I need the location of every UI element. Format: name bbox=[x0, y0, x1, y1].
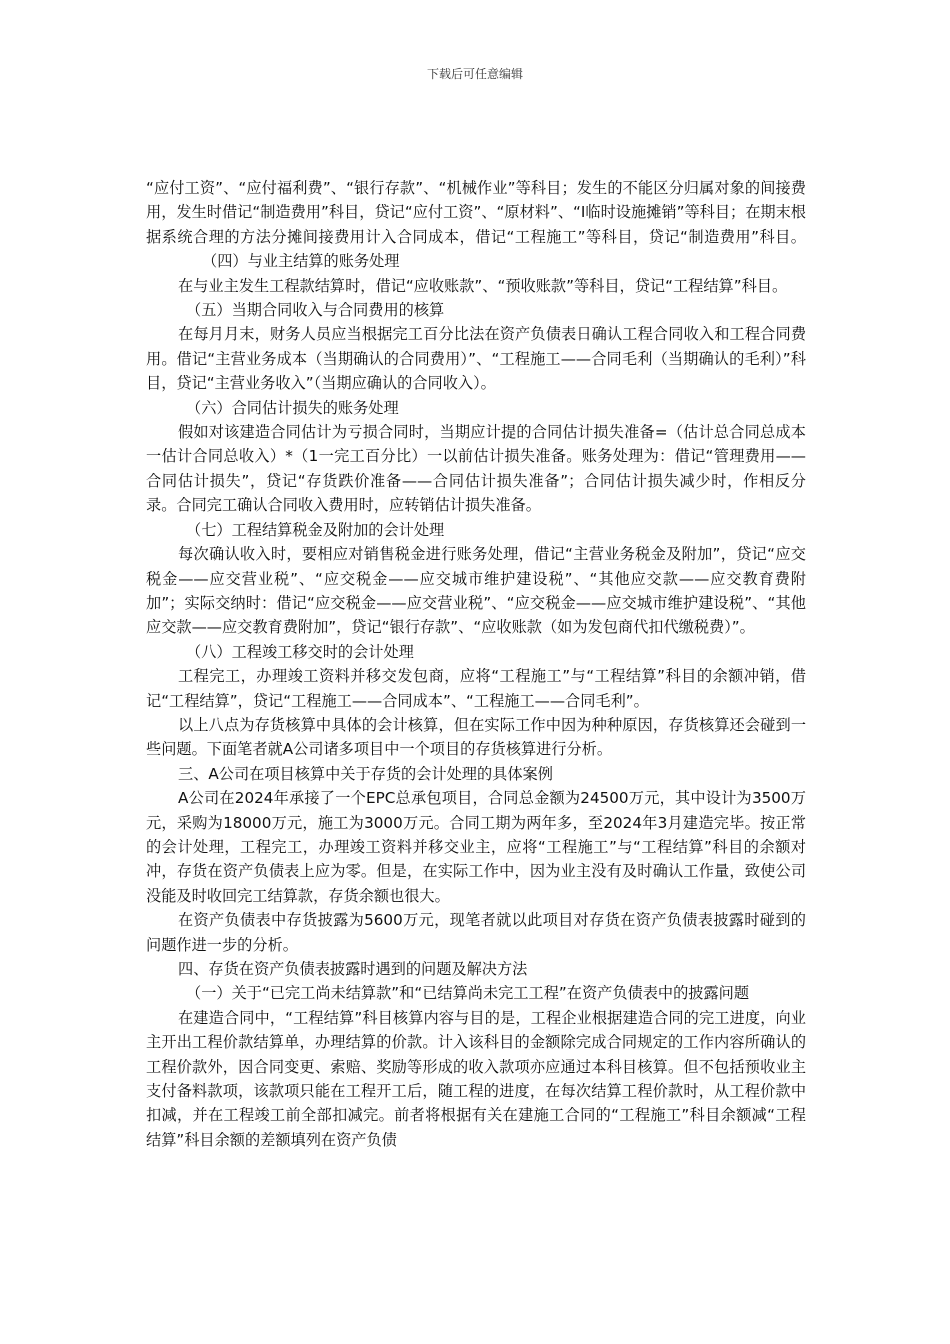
section-heading-6: （六）合同估计损失的账务处理 bbox=[186, 398, 399, 417]
section-heading-5: （五）当期合同收入与合同费用的核算 bbox=[186, 301, 445, 320]
page-header-note: 下载后可任意编辑 bbox=[426, 67, 523, 81]
section-heading-7: （七）工程结算税金及附加的会计处理 bbox=[186, 520, 445, 539]
paragraph: A公司在2024年承接了一个EPC总承包项目，合同总金额为24500万元，其中设计为3500万元，采购为18000万元，施工为3000万元。合同工期为两年多，至2024年3月建造完毕。按正常的会计处理，工程完工，办理竣工资料并移交业主，应将“工程施工”与“工程结算”科目的余额对冲，存货在资产负债表上应为零。但是，在实际工作中，因为业主没有及时确认工作量，致使公司没能及时收回完工结算款，存货余额也很大。 bbox=[146, 789, 806, 905]
paragraph-text: “应付工资”、“应付福利费”、“银行存款”、“机械作业”等科目；发生的不能区分归属对象的间接费用，发生时借记“制造费用”科目，贷记“应付工资”、“原材料”、“Ⅰ临时设施摊销”等科目；在期末根据系统合理的方法分摊间接费用计入合同成本，借记“工程施工”等科目，贷记“制造费用”科目。 bbox=[146, 179, 806, 246]
document-body bbox=[146, 176, 806, 1152]
section-heading-4-1: （一）关于“已完工尚未结算款”和“已结算尚未完工工程”在资产负债表中的披露问题 bbox=[186, 984, 750, 1003]
section-heading-4-main: 四、存货在资产负债表披露时遇到的问题及解决方法 bbox=[178, 960, 528, 978]
paragraph: 在与业主发生工程款结算时，借记“应收账款”、“预收账款”等科目，贷记“工程结算”科目。 bbox=[178, 276, 788, 295]
paragraph: 每次确认收入时，要相应对销售税金进行账务处理，借记“主营业务税金及附加”，贷记“应交税金——应交营业税”、“应交税金——应交城市维护建设税”、“其他应交款——应交教育费附加”；实际交纳时：借记“应交税金——应交营业税”、“应交税金——应交城市维护建设税”、“其他应交款——应交教育费附加”，贷记“银行存款”、“应收账款（如为发包商代扣代缴税费）”。 bbox=[146, 545, 806, 637]
paragraph: 在建造合同中，“工程结算”科目核算内容与目的是，工程企业根据建造合同的完工进度，向业主开出工程价款结算单，办理结算的价款。计入该科目的金额除完成合同规定的工作内容所确认的工程价款外，因合同变更、索赔、奖励等形成的收入款项亦应通过本科目核算。但不包括预收业主支付备料款项，该款项只能在工程开工后，随工程的进度，在每次结算工程价款时，从工程价款中扣减，并在工程竣工前全部扣减完。前者将根据有关在建施工合同的“工程施工”科目余额减“工程结算”科目余额的差额填列在资产负债 bbox=[146, 1008, 806, 1149]
paragraph: 工程完工，办理竣工资料并移交发包商，应将“工程施工”与“工程结算”科目的余额冲销，借记“工程结算”，贷记“工程施工——合同成本”、“工程施工——合同毛利”。 bbox=[146, 667, 806, 710]
paragraph: 在资产负债表中存货披露为5600万元，现笔者就以此项目对存货在资产负债表披露时碰到的问题作进一步的分析。 bbox=[146, 911, 806, 954]
paragraph: 以上八点为存货核算中具体的会计核算，但在实际工作中因为种种原因，存货核算还会碰到一些问题。下面笔者就A公司诸多项目中一个项目的存货核算进行分析。 bbox=[146, 715, 806, 759]
section-heading-8: （八）工程竣工移交时的会计处理 bbox=[186, 642, 414, 661]
paragraph: 在每月月末，财务人员应当根据完工百分比法在资产负债表日确认工程合同收入和工程合同费用。借记“主营业务成本（当期确认的合同费用）”、“工程施工——合同毛利（当期确认的毛利）”科目，贷记“主营业务收入”（当期应确认的合同收入）。 bbox=[146, 325, 806, 393]
paragraph bbox=[146, 176, 806, 274]
paragraph: 假如对该建造合同估计为亏损合同时，当期应计提的合同估计损失准备=（估计总合同总成本一估计合同总收入）*（1一完工百分比）一以前估计损失准备。账务处理为：借记“管理费用——合同估计损失”，贷记“存货跌价准备——合同估计损失准备”；合同估计损失减少时，作相反分录。合同完工确认合同收入费用时，应转销估计损失准备。 bbox=[146, 423, 806, 515]
section-heading-4: （四）与业主结算的账务处理 bbox=[202, 252, 400, 271]
section-heading-3: 三、A公司在项目核算中关于存货的会计处理的具体案例 bbox=[178, 764, 553, 783]
